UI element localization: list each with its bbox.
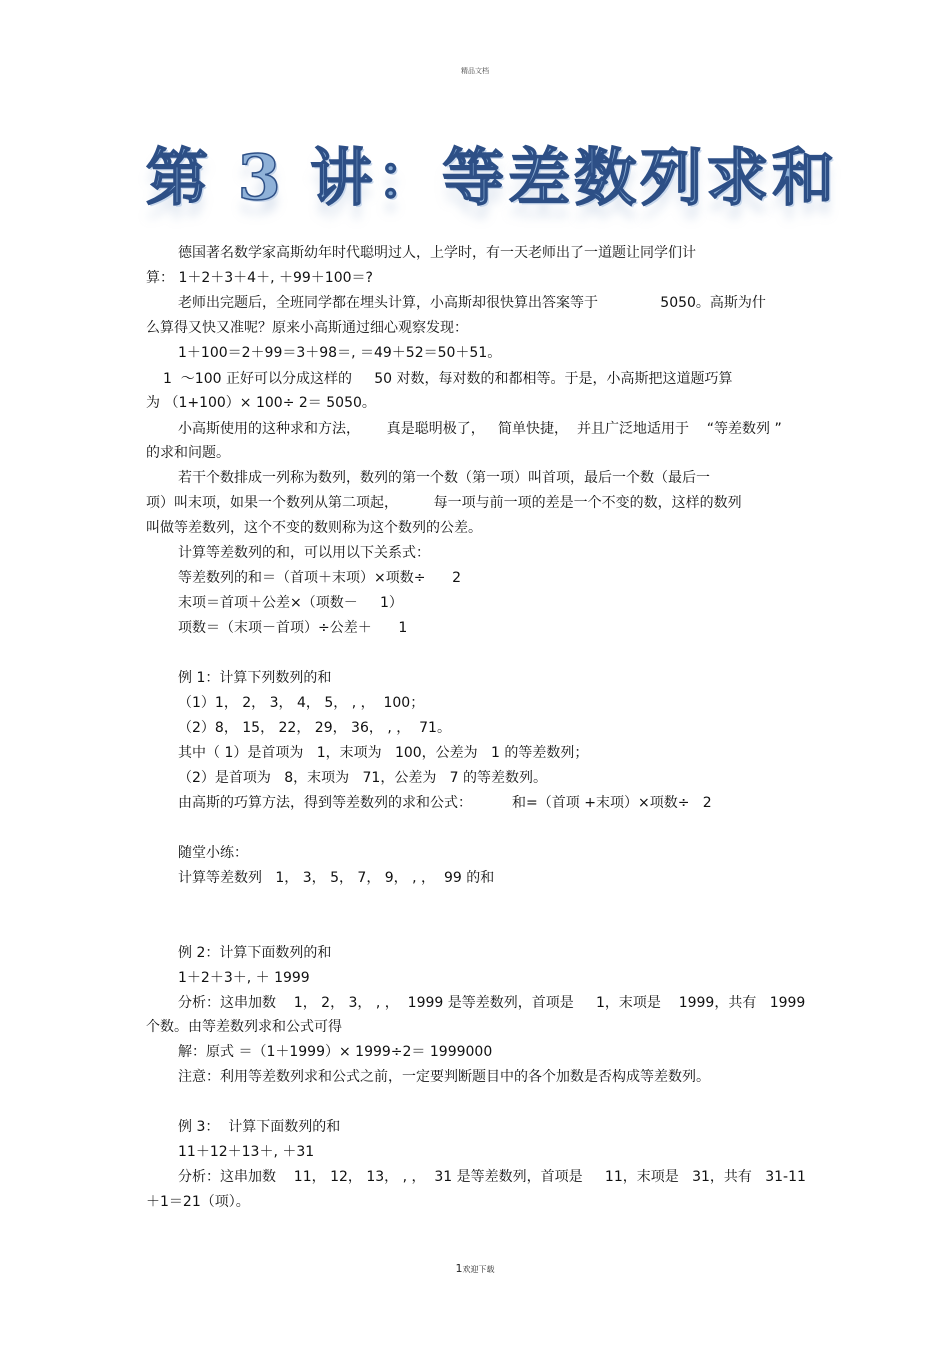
footer-note: 欢迎下载 [462, 1265, 495, 1274]
practice-heading: 随堂小练： [178, 845, 248, 861]
text-line: 项）叫末项，如果一个数列从第二项起， 每一项与前一项的差是一个不变的数，这样的数列 [146, 495, 742, 511]
example-heading: 例 2：计算下面数列的和 [178, 945, 332, 961]
text-line: 解：原式 ＝（1＋1999）× 1999÷2＝ 1999000 [178, 1044, 493, 1060]
text-line: 由高斯的巧算方法，得到等差数列的求和公式： 和=（首项 +末项）×项数÷ 2 [178, 795, 712, 811]
text-line: 11＋12＋13＋, ＋31 [178, 1144, 315, 1160]
text-line: 分析：这串加数 11， 12， 13， , ， 31 是等差数列，首项是 11，末项是 31，共有 31-11 [178, 1169, 806, 1185]
footer [0, 1262, 950, 1275]
text-line: 为 （1+100）× 100÷ 2＝ 5050。 [146, 395, 376, 411]
text-line: 老师出完题后，全班同学都在埋头计算，小高斯却很快算出答案等于 5050。高斯为什 [178, 295, 766, 311]
text-line: 计算等差数列 1， 3， 5， 7， 9， , ， 99 的和 [178, 870, 495, 886]
text-line: 其中（ 1）是首项为 1，末项为 100，公差为 1 的等差数列； [178, 745, 589, 761]
text-line: ＋1＝21（项）。 [146, 1194, 250, 1210]
example-heading: 例 1：计算下列数列的和 [178, 670, 332, 686]
text-line: 小高斯使用的这种求和方法， 真是聪明极了， 简单快捷， 并且广泛地适用于 “等差数列 ” [178, 421, 782, 437]
formula-line: 等差数列的和＝（首项＋末项）×项数÷ 2 [178, 570, 462, 586]
text-line: （2）是首项为 8，末项为 71，公差为 7 的等差数列。 [178, 770, 548, 786]
text-line: 1 ～100 正好可以分成这样的 50 对数，每对数的和都相等。于是，小高斯把这道题巧算 [163, 371, 733, 387]
text-line: 么算得又快又准呢？原来小高斯通过细心观察发现： [146, 320, 468, 336]
text-line: 算： 1＋2＋3＋4＋, ＋99＋100＝? [146, 270, 373, 286]
page-number: 1 [455, 1262, 463, 1275]
example-heading: 例 3： 计算下面数列的和 [178, 1119, 341, 1135]
formula-line: 项数＝（末项－首项）÷公差＋ 1 [178, 620, 408, 636]
text-line: 注意：利用等差数列求和公式之前，一定要判断题目中的各个加数是否构成等差数列。 [178, 1069, 710, 1085]
text-line: 分析：这串加数 1， 2， 3， , ， 1999 是等差数列，首项是 1，末项是 1999，共有 1999 [178, 995, 806, 1011]
text-line: 个数。由等差数列求和公式可得 [146, 1019, 342, 1035]
header-note: 精品文档 [461, 67, 489, 75]
text-line: （2）8， 15， 22， 29， 36， , ， 71。 [178, 720, 451, 736]
text-line: 计算等差数列的和，可以用以下关系式： [178, 545, 430, 561]
page-title: 第 3 讲：等差数列求和 [146, 141, 839, 214]
text-line: 叫做等差数列，这个不变的数则称为这个数列的公差。 [146, 520, 482, 536]
text-line: 的求和问题。 [146, 445, 230, 461]
text-line: 德国著名数学家高斯幼年时代聪明过人，上学时，有一天老师出了一道题让同学们计 [178, 245, 696, 261]
text-line: 1＋100＝2＋99＝3＋98＝, ＝49＋52＝50＋51。 [178, 345, 502, 361]
text-line: 若干个数排成一列称为数列，数列的第一个数（第一项）叫首项，最后一个数（最后一 [178, 470, 710, 486]
text-line: （1）1， 2， 3， 4， 5， , ， 100； [178, 695, 425, 711]
formula-line: 末项＝首项＋公差×（项数－ 1） [178, 595, 403, 611]
text-line: 1＋2＋3＋, ＋ 1999 [178, 970, 310, 986]
